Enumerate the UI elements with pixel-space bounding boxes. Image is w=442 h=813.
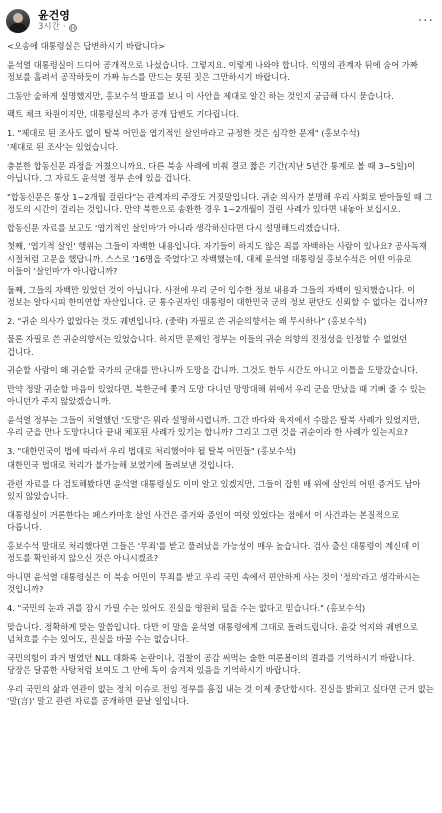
paragraph: 대통령실이 거론한다는 페스카마호 살인 사건은 증거와 증인이 여럿 있었다는 점에서 이 사건과는 본질적으로 다릅니다.: [7, 509, 400, 533]
paragraph: 대한민국 법대로 처리가 불가능해 보였기에 돌려보낸 것입니다.: [7, 460, 234, 471]
paragraph: 첫째, '엽기적 살인' 행위는 그들이 자백한 내용입니다. 자기들이 하지도 않은 죄를 자백하는 사람이 있나요? 공사독재 시절처럼 고문을 했답니까. 스스로 '16명을 죽였다'고 자백했는데, 대체 윤석열 대통령실 홍보수석은 어떤 이유로 이들이 '살인마'가 아니랍니까?: [7, 241, 427, 277]
paragraph: 만약 정말 귀순할 마음이 있었다면, 북한군에 쫓겨 도망 다니던 망망대해 위에서 우리 군을 만났을 때 기뻐 줄 수 있는 아니던가 주지 않았겠습니까.: [7, 383, 426, 407]
paragraph: 그동안 숱하게 설명했지만, 홍보수석 발표를 보니 이 사안을 제대로 알긴 하는 것인지 궁금해 다시 묻습니다.: [7, 90, 394, 101]
more-options-icon[interactable]: ···: [417, 13, 434, 29]
paragraph: '제대로 된 조사'는 있었습니다.: [7, 142, 119, 153]
author-avatar[interactable]: [6, 9, 30, 33]
paragraph-point-heading: 3. "대한민국이 법에 따라서 우리 법대로 처리했어야 될 탈북 어민들" (홍보수석): [7, 445, 296, 456]
paragraph: 합동신문 자료를 보고도 '엽기적인 살인마'가 아니라 생각하신다면 다시 설명해드리겠습니다.: [7, 222, 340, 233]
dot-separator: ·: [62, 21, 66, 32]
paragraph-point-heading: 4. "국민의 눈과 귀를 잠시 가릴 수는 있어도 진실을 영원히 덮을 수는 없다고 믿습니다." (홍보수석): [7, 602, 366, 613]
paragraph: 홍보수석 말대로 처리했다면 그들은 '무죄'를 받고 풀려났을 가능성이 매우 높습니다. 검사 출신 대통령이 계신데 이 정도를 확인하지 않으신 것은 아니시겠죠?: [7, 540, 420, 564]
paragraph: 충분한 합동신문 과정을 거쳤으니까요. 다른 북송 사례에 비춰 결코 짧은 기간(지난 5년간 통계로 볼 때 3~5일)이 아닙니다. 그 자료도 윤석열 정부 손에 있을 겁니다.: [7, 160, 416, 184]
post-time-row: [38, 23, 77, 32]
paragraph: 관련 자료를 다 검토해봤다면 윤석열 대통령실도 이미 알고 있겠지만, 그들이 잡힌 배 위에 살인의 어떤 증거도 남아 있지 않았습니다.: [7, 478, 421, 502]
paragraph: 맞습니다. 정확하게 맞는 말씀입니다. 다만 이 말을 윤석열 대통령에게 그대로 돌려드립니다. 윤갖 억지와 궤변으로 넘쳐흐를 수는 있어도, 진실을 바꿀 수는 없습니다.: [7, 621, 418, 644]
post-meta: [38, 10, 77, 32]
post-timestamp[interactable]: 3시간: [38, 21, 60, 32]
paragraph-title: <오송에 대통령실은 답변하시기 바랍니다>: [7, 41, 166, 51]
post-body: [0, 36, 442, 707]
paragraph: 국민의힘이 과거 벌였던 NLL 대화록 논란이나, 검찰이 공감 써먹는 술한 여론몰이의 결과를 기억하시기 바랍니다. 당장은 달콤한 사탕처럼 보여도 그 안에 독이 숨겨져 있음을 기억하시기 바랍니다.: [7, 652, 415, 675]
paragraph: 우리 국민의 삶과 연관이 없는 정치 이슈로 전임 정부를 흠집 내는 것 이제 중단합시다. 진실을 밝히고 싶다면 근거 없는 '말(言)' 말고 관련 자료를 공개하면 끝날 일입니다.: [7, 683, 434, 706]
paragraph: 귀순할 사람이 왜 귀순할 국가의 군대를 만나니까 도망을 갑니까. 그것도 한두 시간도 아니고 이틀을 도망갔습니다.: [7, 365, 418, 376]
paragraph: 둘째, 그들의 자백만 있었던 것이 아닙니다. 사전에 우리 군이 입수한 정보 내용과 그들의 자백이 일치했습니다. 이 정보는 알다시피 한미연합 자산입니다. 군 통수권자인 대통령이 대한민국 군의 정보 판단도 신뢰할 수 없다는 겁니까?: [7, 284, 428, 308]
globe-icon: [69, 24, 77, 32]
paragraph: "합동신문은 통상 1~2개월 걸린다"는 관계자의 주장도 거짓말입니다. 귀순 의사가 분명해 우리 사회로 받아들일 때 그 정도의 시간이 걸리는 것입니다. 만약 북한으로 송환한 경우 1~2개월이 걸린 사례가 있다면 내놓아 보십시오.: [7, 191, 433, 215]
paragraph: 아니면 윤석열 대통령실은 이 북송 어민이 무죄를 받고 우리 국민 속에서 편안하게 사는 것이 '정의'라고 생각하시는 것입니까?: [7, 571, 420, 595]
paragraph: 물론 자필로 쓴 귀순의향서는 있었습니다. 하지만 문제인 정부는 이들의 귀순 의향의 진정성을 인정할 수 없었던 겁니다.: [7, 334, 408, 357]
paragraph-point-heading: 1. "제대로 된 조사도 없이 탈북 어민을 엽기적인 살인마라고 규정한 것은 심각한 문제" (홍보수석): [7, 127, 360, 138]
paragraph: 윤석열 대통령실이 드디어 공개적으로 나섰습니다. 그렇지요. 이렇게 나와야 합니다. 익명의 관계자 뒤에 숨어 가짜 정보를 흘려서 공작하듯이 가짜 뉴스를 만드는 못된 짓은 그만하시기 바랍니다.: [7, 59, 418, 82]
paragraph: 윤석열 정부는 그들이 치열했던 '도망'은 뭐라 설명하시렵니까. 그간 바다와 육지에서 수많은 탈북 사례가 있었지만, 우리 군을 만나 도망다니다 끝내 체포된 사례가 있기는 합니까? 그리고 그런 것을 귀순이라 한 사례가 있는지요?: [7, 414, 420, 438]
paragraph: 팩트 체크 차원이지만, 대통령실의 추가 공개 답변도 기다립니다.: [7, 109, 240, 120]
post-header: [0, 6, 442, 36]
author-name[interactable]: 윤건영: [38, 8, 70, 22]
paragraph-point-heading: 2. "귀순 의사가 없었다는 것도 궤변입니다. (중략) 자필로 쓴 귀순의향서는 왜 무시하나" (홍보수석): [7, 315, 367, 326]
